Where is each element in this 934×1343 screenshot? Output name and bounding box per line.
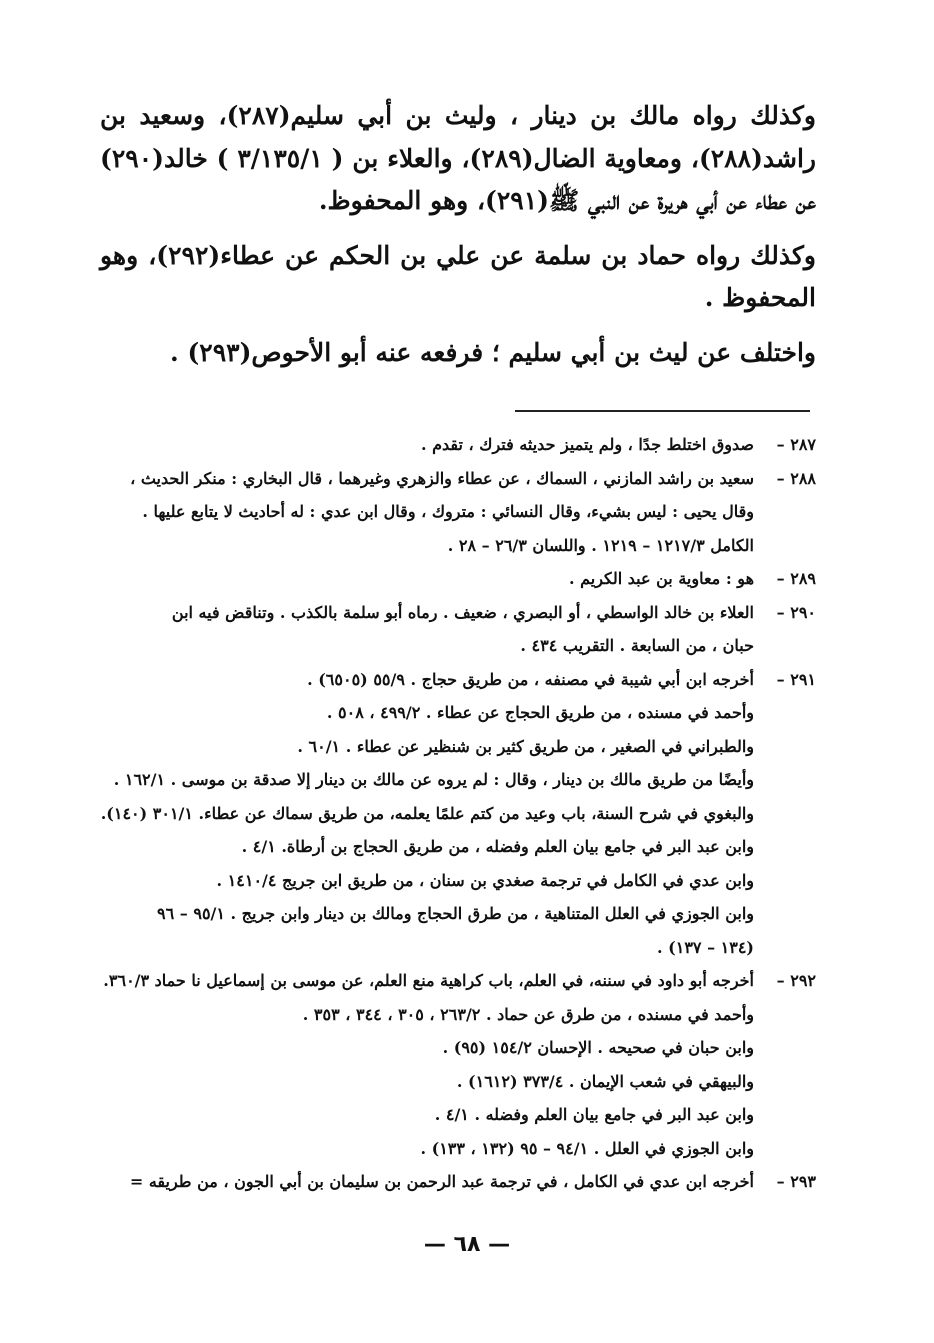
footnote-line: أخرجه ابن عدي في الكامل ، في ترجمة عبد الرحمن بن سليمان بن أبي الجون ، من طريقه = bbox=[129, 1172, 754, 1191]
footnote-line: (١٣٤ – ١٣٧) . bbox=[657, 937, 754, 957]
footnote-body bbox=[100, 562, 754, 596]
footnote-line: العلاء بن خالد الواسطي ، أو البصري ، ضعيف . رماه أبو سلمة بالكذب . وتناقض فيه ابن bbox=[171, 602, 754, 622]
footnote-number: ٢٨٨ – bbox=[776, 468, 816, 488]
footnote-line: وابن عبد البر في جامع بيان العلم وفضله ، من طريق الحجاج بن أرطاة. ٤/١ . bbox=[241, 837, 754, 856]
main-paragraph-3: واختلف عن ليث بن أبي سليم ؛ فرفعه عنه أبو الأحوص(٢٩٣) . bbox=[170, 337, 816, 367]
footnote-293 bbox=[100, 1165, 816, 1199]
footnote-line: أخرجه ابن أبي شيبة في مصنفه ، من طريق حجاج . ٥٥/٩ (٦٥٠٥) . bbox=[307, 669, 754, 689]
main-paragraph-1: وكذلك رواه مالك بن دينار ، وليث بن أبي سليم(٢٨٧)، وسعيد بن راشد(٢٨٨)، ومعاوية الضال(٢٨٩)، والعلاء بن ( ٣/١٣٥/١ ) خالد(٢٩٠) عن عطاء عن أبي هريرة عن النبي ﷺ(٢٩١)، وهو المحفوظ. bbox=[100, 101, 816, 215]
footnote-number: ٢٨٩ – bbox=[776, 569, 816, 588]
footnote-number: ٢٩٣ – bbox=[776, 1172, 816, 1191]
footnote-line: والطبراني في الصغير ، من طريق كثير بن شنظير عن عطاء . ٦٠/١ . bbox=[297, 736, 754, 756]
footnote-body bbox=[100, 596, 754, 663]
footnote-body bbox=[100, 462, 754, 563]
footnotes bbox=[100, 428, 816, 1199]
footnote-line: وابن عدي في الكامل في ترجمة صغدي بن سنان ، من طريق ابن جريج ١٤١٠/٤ . bbox=[216, 870, 754, 890]
footnote-line: صدوق اختلط جدًا ، ولم يتميز حديثه فترك ، تقدم . bbox=[420, 435, 754, 454]
footnote-number: ٢٩٠ – bbox=[776, 602, 816, 622]
footnote-line: وابن الجوزي في العلل المتناهية ، من طرق الحجاج ومالك بن دينار وابن جريج . ٩٥/١ – ٩٦ bbox=[157, 904, 754, 923]
footnote-line: والبيهقي في شعب الإيمان . ٣٧٣/٤ (١٦١٢) . bbox=[456, 1071, 754, 1091]
footnote-line: هو : معاوية بن عبد الكريم . bbox=[568, 569, 754, 588]
footnote-line: حبان ، من السابعة . التقريب ٤٣٤ . bbox=[520, 636, 754, 655]
footnote-line: وابن الجوزي في العلل . ٩٤/١ – ٩٥ (١٣٢ ، ١٣٣) . bbox=[420, 1138, 754, 1158]
footnote-line: وأحمد في مسنده ، من طريق الحجاج عن عطاء . ٤٩٩/٢ ، ٥٠٨ . bbox=[326, 703, 754, 722]
footnote-line: أخرجه أبو داود في سننه، في العلم، باب كراهية منع العلم، عن موسى بن إسماعيل نا حماد ٣٦٠/٣. bbox=[103, 971, 754, 990]
footnote-line: وقال يحيى : ليس بشيء، وقال النسائي : متروك ، وقال ابن عدي : له أحاديث لا يتابع عليها . bbox=[142, 502, 754, 521]
footnote-body bbox=[100, 663, 754, 965]
footnote-290 bbox=[100, 596, 816, 663]
footnote-number: ٢٨٧ – bbox=[776, 435, 816, 454]
footnote-divider bbox=[515, 410, 810, 412]
footnote-number: ٢٩١ – bbox=[776, 669, 816, 689]
page-number: — ٦٨ — bbox=[423, 1232, 511, 1257]
footnote-288 bbox=[100, 462, 816, 563]
footnote-line: وابن حبان في صحيحه . الإحسان ١٥٤/٢ (٩٥) . bbox=[442, 1038, 754, 1057]
footnote-291 bbox=[100, 663, 816, 965]
footnote-line: وابن عبد البر في جامع بيان العلم وفضله . ٤/١ . bbox=[434, 1105, 754, 1124]
footnote-292 bbox=[100, 964, 816, 1165]
footnote-body bbox=[100, 964, 754, 1165]
main-paragraph-2: وكذلك رواه حماد بن سلمة عن علي بن الحكم عن عطاء(٢٩٢)، وهو المحفوظ . bbox=[100, 240, 816, 312]
footnote-body bbox=[100, 428, 754, 462]
footnote-body bbox=[100, 1165, 754, 1199]
footnote-line: سعيد بن راشد المازني ، السماك ، عن عطاء والزهري وغيرهما ، قال البخاري : منكر الحديث ، bbox=[130, 468, 754, 488]
footnote-line: الكامل ١٢١٧/٣ – ١٢١٩ . واللسان ٢٦/٣ – ٢٨ . bbox=[447, 535, 754, 555]
footnote-289 bbox=[100, 562, 816, 596]
main-text bbox=[100, 95, 816, 386]
footnote-number: ٢٩٢ – bbox=[776, 971, 816, 990]
footnote-287 bbox=[100, 428, 816, 462]
footnote-line: وأيضًا من طريق مالك بن دينار ، وقال : لم يروه عن مالك بن دينار إلا صدقة بن موسى . ١٦٢/١ . bbox=[113, 770, 754, 789]
footnote-line: وأحمد في مسنده ، من طرق عن حماد . ٢٦٣/٢ ، ٣٠٥ ، ٣٤٤ ، ٣٥٣ . bbox=[302, 1004, 754, 1024]
footnote-line: والبغوي في شرح السنة، باب وعيد من كتم علمًا يعلمه، من طريق سماك عن عطاء. ٣٠١/١ (١٤٠). bbox=[100, 803, 754, 823]
